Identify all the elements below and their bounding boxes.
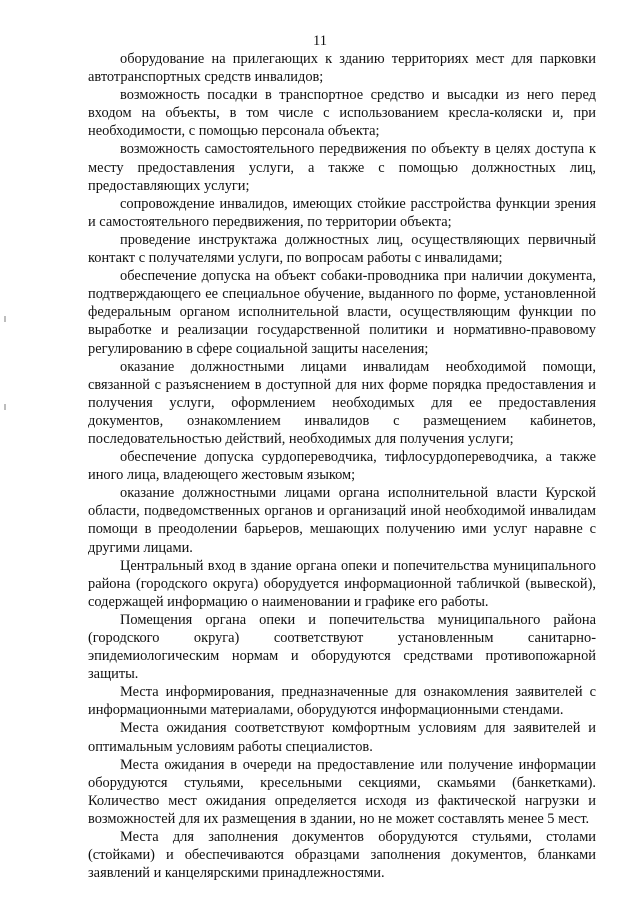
paragraph-sign-interpreter: обеспечение допуска сурдопереводчика, тифлосурдопереводчика, а также иного лица, владеющего жестовым языком; (88, 449, 596, 484)
paragraph-waiting-seats: Места ожидания в очереди на предоставление или получение информации оборудуются стульями, кресельными секциями, скамьями (банкетками). Количество мест ожидания определяется исходя из фактической нагрузки и возможностей для их размещения в здании, но не может составлять менее 5 мест. (88, 756, 596, 827)
paragraph-barriers: оказание должностными лицами органа исполнительной власти Курской области, подведомственных органов и организаций иной необходимой инвалидам помощи в преодолении барьеров, мешающих получению ими услуг наравне с другими лицами. (88, 485, 596, 556)
paragraph-parking: оборудование на прилегающих к зданию территориях мест для парковки автотранспортных средств инвалидов; (88, 51, 596, 86)
document-body (88, 50, 596, 882)
paragraph-premises: Помещения органа опеки и попечительства муниципального района (городского округа) соответствуют установленным санитарно-эпидемиологическим нормам и оборудуются средствами противопожарной защиты. (88, 611, 596, 683)
paragraph-briefing: проведение инструктажа должностных лиц, осуществляющих первичный контакт с получателями услуги, по вопросам работы с инвалидами; (88, 231, 596, 267)
paragraph-movement: возможность самостоятельного передвижения по объекту в целях доступа к месту предоставления услуги, а также с помощью должностных лиц, предоставляющих услуги; (88, 141, 596, 194)
scan-margin-mark (4, 404, 6, 410)
paragraph-escort: сопровождение инвалидов, имеющих стойкие расстройства функции зрения и самостоятельного передвижения, по территории объекта; (88, 195, 596, 230)
paragraph-guide-dog: обеспечение допуска на объект собаки-проводника при наличии документа, подтверждающего ее специальное обучение, выданного по форме, установленной федеральным органом исполнительной власти, осуществляющим функции по выработке и реализации государственной политики и нормативно-правовому регулированию в сфере социальной защиты населения; (88, 268, 596, 357)
paragraph-info-places: Места информирования, предназначенные для ознакомления заявителей с информационными материалами, оборудуются информационными стендами. (88, 684, 596, 719)
paragraph-assistance: оказание должностными лицами инвалидам необходимой помощи, связанной с разъяснением в доступной для них форме порядка предоставления и получения услуги, оформлением необходимых для ее предоставления документов, ознакомлением инвалидов с размещением кабинетов, последовательностью действий, необходимых для получения услуги; (88, 358, 596, 447)
paragraph-entrance-sign: Центральный вход в здание органа опеки и попечительства муниципального района (городского округа) оборудуется информационной табличкой (вывеской), содержащей информацию о наименовании и графике его работы. (88, 557, 596, 610)
paragraph-waiting-conditions: Места ожидания соответствуют комфортным условиям для заявителей и оптимальным условиям работы специалистов. (88, 720, 596, 755)
paragraph-form-filling: Места для заполнения документов оборудуются стульями, столами (стойками) и обеспечиваются образцами заполнения документов, бланками заявлений и канцелярскими принадлежностями. (88, 829, 596, 882)
paragraph-boarding: возможность посадки в транспортное средство и высадки из него перед входом на объекты, в том числе с использованием кресла-коляски и, при необходимости, с помощью персонала объекта; (88, 87, 596, 140)
page-number: 11 (313, 33, 327, 49)
scan-margin-mark (4, 316, 6, 322)
